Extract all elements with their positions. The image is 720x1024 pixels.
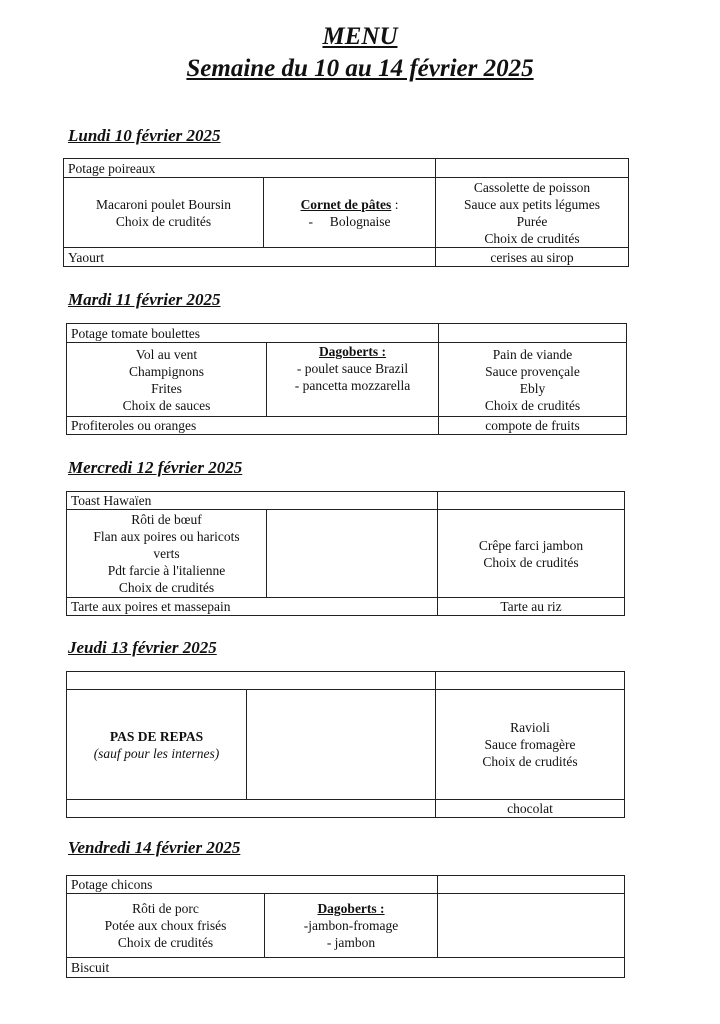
menu-table-friday (66, 875, 625, 978)
week-subtitle: Semaine du 10 au 14 février 2025 (186, 55, 534, 82)
dish-line: verts (153, 546, 180, 561)
dish-line: Choix de sauces (122, 397, 211, 413)
empty-cell (67, 672, 436, 690)
dish-cell (438, 510, 625, 598)
dish-cell (67, 894, 265, 958)
dish-line: Macaroni poulet Boursin (96, 196, 231, 212)
dessert-cell: chocolat (436, 800, 625, 818)
empty-cell (247, 690, 436, 800)
dish-line: Potée aux choux frisés (104, 918, 227, 933)
empty-cell (438, 876, 625, 894)
dish-header-label: Cornet de pâtes (300, 196, 392, 212)
starter-cell: Toast Hawaïen (67, 492, 438, 510)
dish-line: Rôti de bœuf (131, 512, 202, 527)
dish-line: - pancetta mozzarella (294, 378, 411, 393)
dish-line: Choix de crudités (484, 230, 580, 246)
day-heading-tuesday: Mardi 11 février 2025 (68, 290, 221, 309)
menu-table-tuesday (66, 323, 627, 435)
dish-line: -jambon-fromage (303, 918, 399, 933)
empty-cell (267, 510, 438, 598)
empty-cell (438, 894, 625, 958)
dish-cell (267, 343, 439, 417)
dessert-cell: Profiteroles ou oranges (67, 417, 439, 435)
starter-cell: Potage chicons (67, 876, 438, 894)
dessert-cell: Tarte au riz (438, 598, 625, 616)
dish-header: Dagoberts : (317, 901, 385, 916)
dish-cell (64, 178, 264, 248)
dish-line: Cassolette de poisson (473, 179, 591, 195)
dish-header (268, 196, 431, 213)
dish-line: Pdt farcie à l'italienne (107, 563, 226, 578)
dish-line: Choix de crudités (117, 935, 214, 950)
dish-line: Pain de viande (492, 346, 573, 362)
empty-cell (436, 672, 625, 690)
dish-line: Choix de crudités (483, 554, 579, 570)
dish-line: Flan aux poires ou haricots (93, 529, 240, 544)
dish-line: Purée (516, 213, 548, 229)
dish-line: Ravioli (510, 720, 550, 735)
starter-cell: Potage tomate boulettes (67, 324, 439, 343)
menu-table-monday (63, 158, 629, 267)
dish-line: Sauce fromagère (484, 737, 576, 752)
menu-table-wednesday (66, 491, 625, 616)
dessert-cell: Tarte aux poires et massepain (67, 598, 438, 616)
day-heading-thursday: Jeudi 13 février 2025 (68, 638, 217, 657)
dessert-cell: compote de fruits (439, 417, 627, 435)
starter-cell: Potage poireaux (64, 159, 436, 178)
dessert-cell: Yaourt (64, 248, 436, 267)
menu-table-thursday (66, 671, 625, 818)
dish-cell (67, 343, 267, 417)
day-heading-wednesday: Mercredi 12 février 2025 (68, 458, 243, 477)
dessert-cell: cerises au sirop (436, 248, 629, 267)
empty-cell (436, 159, 629, 178)
dish-line: Choix de crudités (118, 580, 215, 595)
dish-line: - poulet sauce Brazil (296, 361, 409, 376)
dish-line: Frites (151, 380, 182, 396)
dish-cell (436, 690, 625, 800)
empty-cell (439, 324, 627, 343)
dish-line: - jambon (326, 935, 376, 950)
menu-title: MENU (322, 23, 398, 50)
dish-cell (67, 510, 267, 598)
dish-line: Ebly (519, 380, 546, 396)
dish-cell (436, 178, 629, 248)
dish-line: Champignons (128, 363, 204, 379)
dish-line: Choix de crudités (482, 754, 578, 769)
empty-cell (67, 800, 436, 818)
dish-cell (439, 343, 627, 417)
day-heading-friday: Vendredi 14 février 2025 (68, 838, 241, 857)
dish-header-suffix: : (391, 196, 399, 212)
dish-line: Sauce aux petits légumes (463, 196, 601, 212)
empty-cell (438, 492, 625, 510)
dish-cell (67, 690, 247, 800)
dish-line: Choix de crudités (115, 213, 212, 229)
dessert-cell: Biscuit (67, 958, 625, 978)
no-meal-label: PAS DE REPAS (109, 728, 204, 744)
dish-line: - Bolognaise (308, 213, 391, 229)
dish-line: Sauce provençale (485, 363, 580, 379)
day-heading-monday: Lundi 10 février 2025 (68, 126, 221, 145)
dish-line: Rôti de porc (132, 901, 199, 916)
dish-line: Vol au vent (135, 346, 198, 362)
dish-line: Crêpe farci jambon (478, 537, 584, 553)
dish-header: Dagoberts : (318, 344, 387, 359)
dish-line: Choix de crudités (484, 397, 581, 413)
dish-cell (264, 178, 436, 248)
dish-cell (265, 894, 438, 958)
no-meal-note: (sauf pour les internes) (93, 745, 220, 761)
